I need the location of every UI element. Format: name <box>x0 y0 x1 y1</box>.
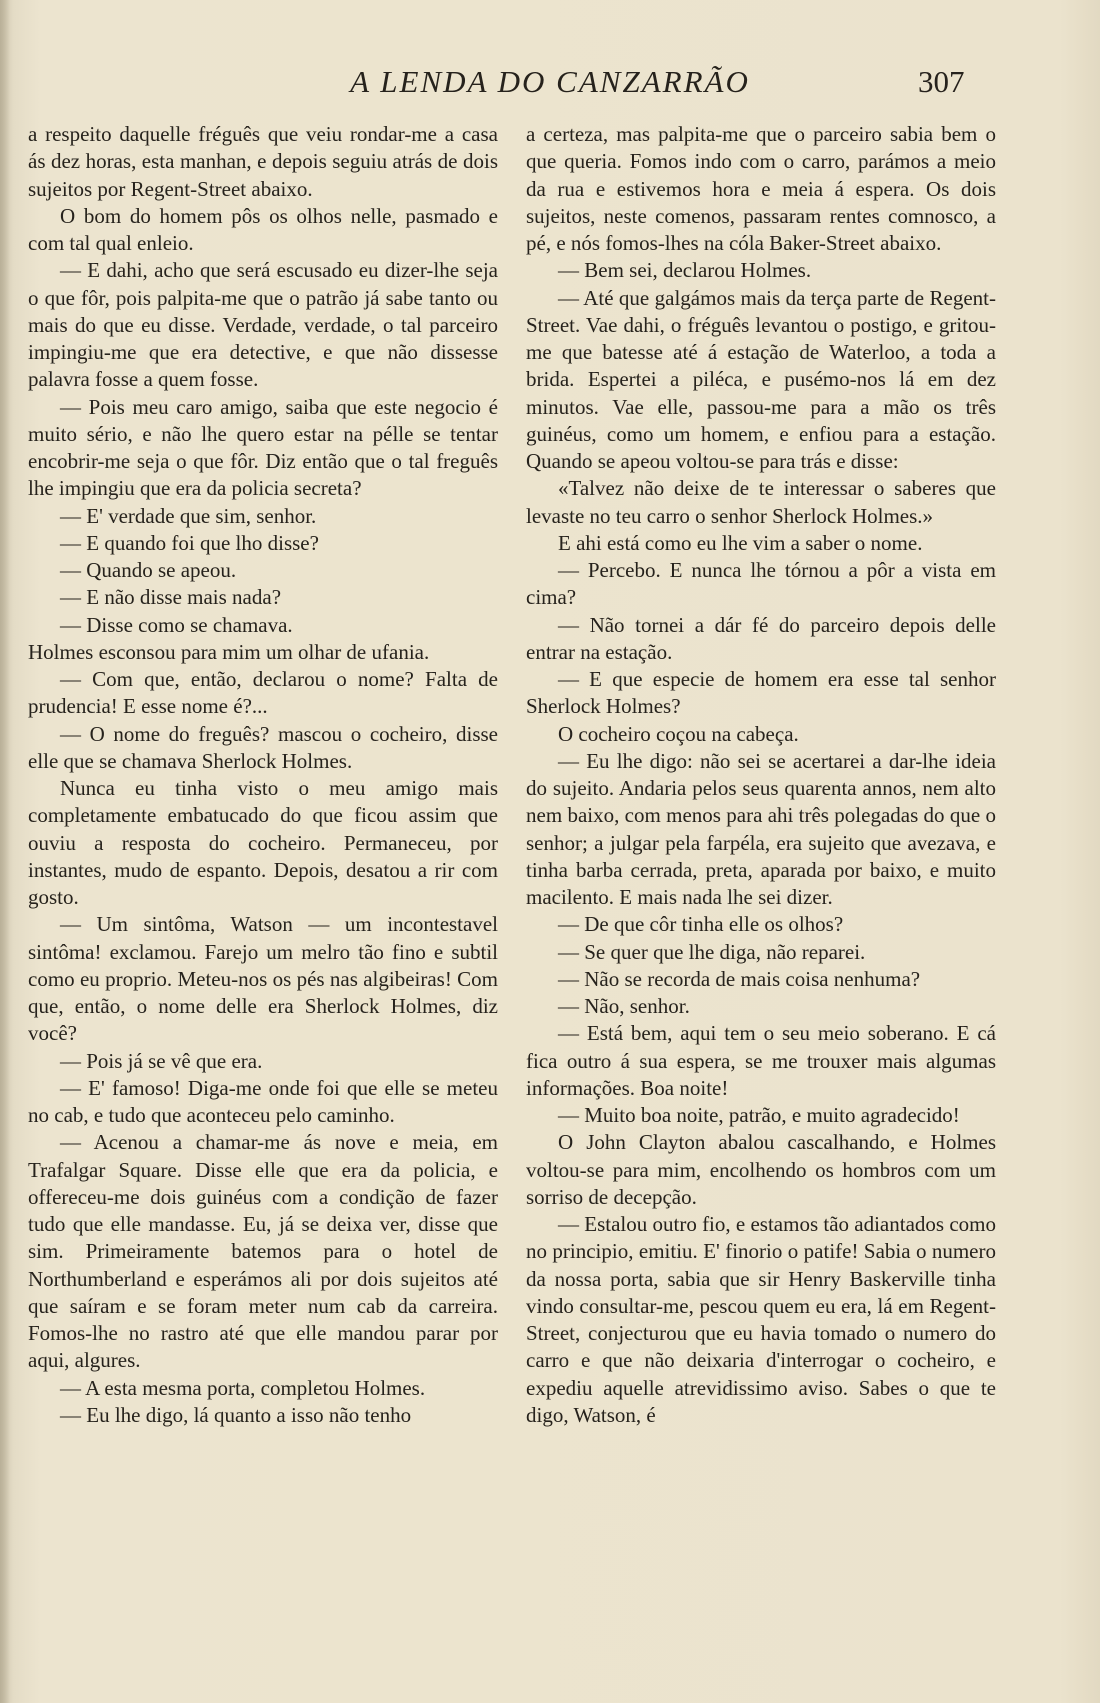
paragraph: — Estalou outro fio, e estamos tão adiantados como no principio, emitiu. E' finorio o patife! Sabia o numero da nossa porta, sabia que sir Henry Baskerville tinha vindo consultar-me, pescou quem eu era, lá em Regent-Street, conjecturou que eu havia tomado o numero do carro e que não deixaria d'interrogar o cocheiro, e expediu aquelle atrevidissimo aviso. Sabes o que te digo, Watson, é <box>526 1212 996 1427</box>
binding-shadow <box>0 0 10 1703</box>
paragraph: — Bem sei, declarou Holmes. <box>558 258 812 283</box>
paragraph: a respeito daquelle fréguês que veiu rondar-me a casa ás dez horas, esta manhan, e depois seguiu atrás de dois sujeitos por Regent-Street abaixo. <box>28 122 498 201</box>
right-column <box>526 121 996 1429</box>
paragraph: — A esta mesma porta, completou Holmes. <box>60 1375 426 1400</box>
paragraph: «Talvez não deixe de te interessar o saberes que levaste no teu carro o senhor Sherlock Holmes.» <box>526 476 996 528</box>
page-number: 307 <box>918 64 965 99</box>
paragraph: — E' famoso! Diga-me onde foi que elle se meteu no cab, e tudo que aconteceu pelo caminho. <box>28 1075 498 1127</box>
paragraph: — E dahi, acho que será escusado eu dizer-lhe seja o que fôr, pois palpita-me que o patrão já sabe tanto ou mais do que eu disse. Verdade, verdade, o tal parceiro impingiu-me que era detective, e que não dissesse palavra fosse a quem fosse. <box>28 258 498 392</box>
paragraph: — Um sintôma, Watson — um incontestavel sintôma! exclamou. Farejo um melro tão fino e subtil como eu proprio. Meteu-nos os pés nas algibeiras! Com que, então, o nome delle era Sherlock Holmes, diz você? <box>28 912 498 1046</box>
paragraph: O cocheiro coçou na cabeça. <box>558 721 799 746</box>
paragraph: — Eu lhe digo, lá quanto a isso não tenho <box>60 1402 412 1427</box>
paragraph: — E que especie de homem era esse tal senhor Sherlock Holmes? <box>526 667 996 719</box>
paragraph: — Pois já se vê que era. <box>60 1048 263 1073</box>
paragraph: — Não, senhor. <box>558 994 690 1018</box>
paragraph: E ahi está como eu lhe vim a saber o nome. <box>558 530 923 555</box>
paragraph: — Com que, então, declarou o nome? Falta de prudencia! E esse nome é?... <box>28 667 498 719</box>
paragraph: — Pois meu caro amigo, saiba que este negocio é muito sério, e não lhe quero estar na pélle se tentar encobrir-me seja o que fôr. Diz então que o tal freguês lhe impingiu que era da policia secreta? <box>28 394 498 501</box>
paragraph: — Não tornei a dár fé do parceiro depois delle entrar na estação. <box>526 612 996 664</box>
running-head <box>0 62 1100 102</box>
paragraph: — Eu lhe digo: não sei se acertarei a dar-lhe ideia do sujeito. Andaria pelos seus quarenta annos, nem alto nem baixo, com menos para ahi três polegadas do que o senhor; a julgar pela farpéla, era sujeito que avezava, e tinha barba cerrada, preta, aparada por baixo, e muito macilento. E mais nada lhe sei dizer. <box>526 748 996 909</box>
paragraph: — E não disse mais nada? <box>60 585 282 610</box>
running-title: A LENDA DO CANZARRÃO <box>350 64 750 99</box>
paragraph: O bom do homem pôs os olhos nelle, pasmado e com tal qual enleio. <box>28 203 498 255</box>
paragraph: O John Clayton abalou cascalhando, e Holmes voltou-se para mim, encolhendo os hombros com um sorriso de decepção. <box>526 1130 996 1209</box>
paragraph: — Está bem, aqui tem o seu meio soberano. E cá fica outro á sua espera, se me trouxer mais algumas informações. Boa noite! <box>526 1021 996 1100</box>
paragraph: — Se quer que lhe diga, não reparei. <box>558 939 866 964</box>
paragraph: — E' verdade que sim, senhor. <box>60 503 317 528</box>
paragraph: — Quando se apeou. <box>60 558 237 582</box>
paragraph: a certeza, mas palpita-me que o parceiro sabia bem o que queria. Fomos indo com o carro, parámos a meio da rua e estivemos hora e meia á espera. Os dois sujeitos, neste comenos, passaram rentes comnosco, a pé, e nós fomos-lhes na cóla Baker-Street abaixo. <box>526 122 996 255</box>
paragraph: Nunca eu tinha visto o meu amigo mais completamente embatucado do que ficou assim que ouviu a resposta do cocheiro. Permaneceu, por instantes, mudo de espanto. Depois, desatou a rir com gosto. <box>28 776 498 909</box>
paragraph: — E quando foi que lho disse? <box>60 530 319 555</box>
paragraph: — Muito boa noite, patrão, e muito agradecido! <box>558 1103 960 1127</box>
left-column <box>28 121 498 1429</box>
paragraph: — Disse como se chamava. <box>60 612 293 637</box>
paragraph: — Acenou a chamar-me ás nove e meia, em Trafalgar Square. Disse elle que era da policia, e offereceu-me dois guinéus com a condição de fazer tudo que elle mandasse. Eu, já se deixa ver, disse que sim. Primeiramente batemos para o hotel de Northumberland e esperámos ali por dois sujeitos até que saíram e se foram meter num cab da carreira. Fomos-lhe no rastro até que elle mandou parar por aqui, algures. <box>28 1130 498 1373</box>
paragraph: — De que côr tinha elle os olhos? <box>558 912 844 937</box>
paragraph: — O nome do freguês? mascou o cocheiro, disse elle que se chamava Sherlock Holmes. <box>28 721 498 773</box>
paragraph: Holmes esconsou para mim um olhar de ufania. <box>28 639 430 664</box>
paragraph: — Até que galgámos mais da terça parte de Regent-Street. Vae dahi, o fréguês levantou o postigo, e gritou-me que batesse até á estação de Waterloo, a toda a brida. Espertei a piléca, e pusémo-nos lá em dez minutos. Vae elle, passou-me para a mão os três guinéus, como um homem, e enfiou para a estação. Quando se apeou voltou-se para trás e disse: <box>526 285 996 473</box>
paragraph: — Percebo. E nunca lhe tórnou a pôr a vista em cima? <box>526 558 996 610</box>
paragraph: — Não se recorda de mais coisa nenhuma? <box>558 966 921 991</box>
